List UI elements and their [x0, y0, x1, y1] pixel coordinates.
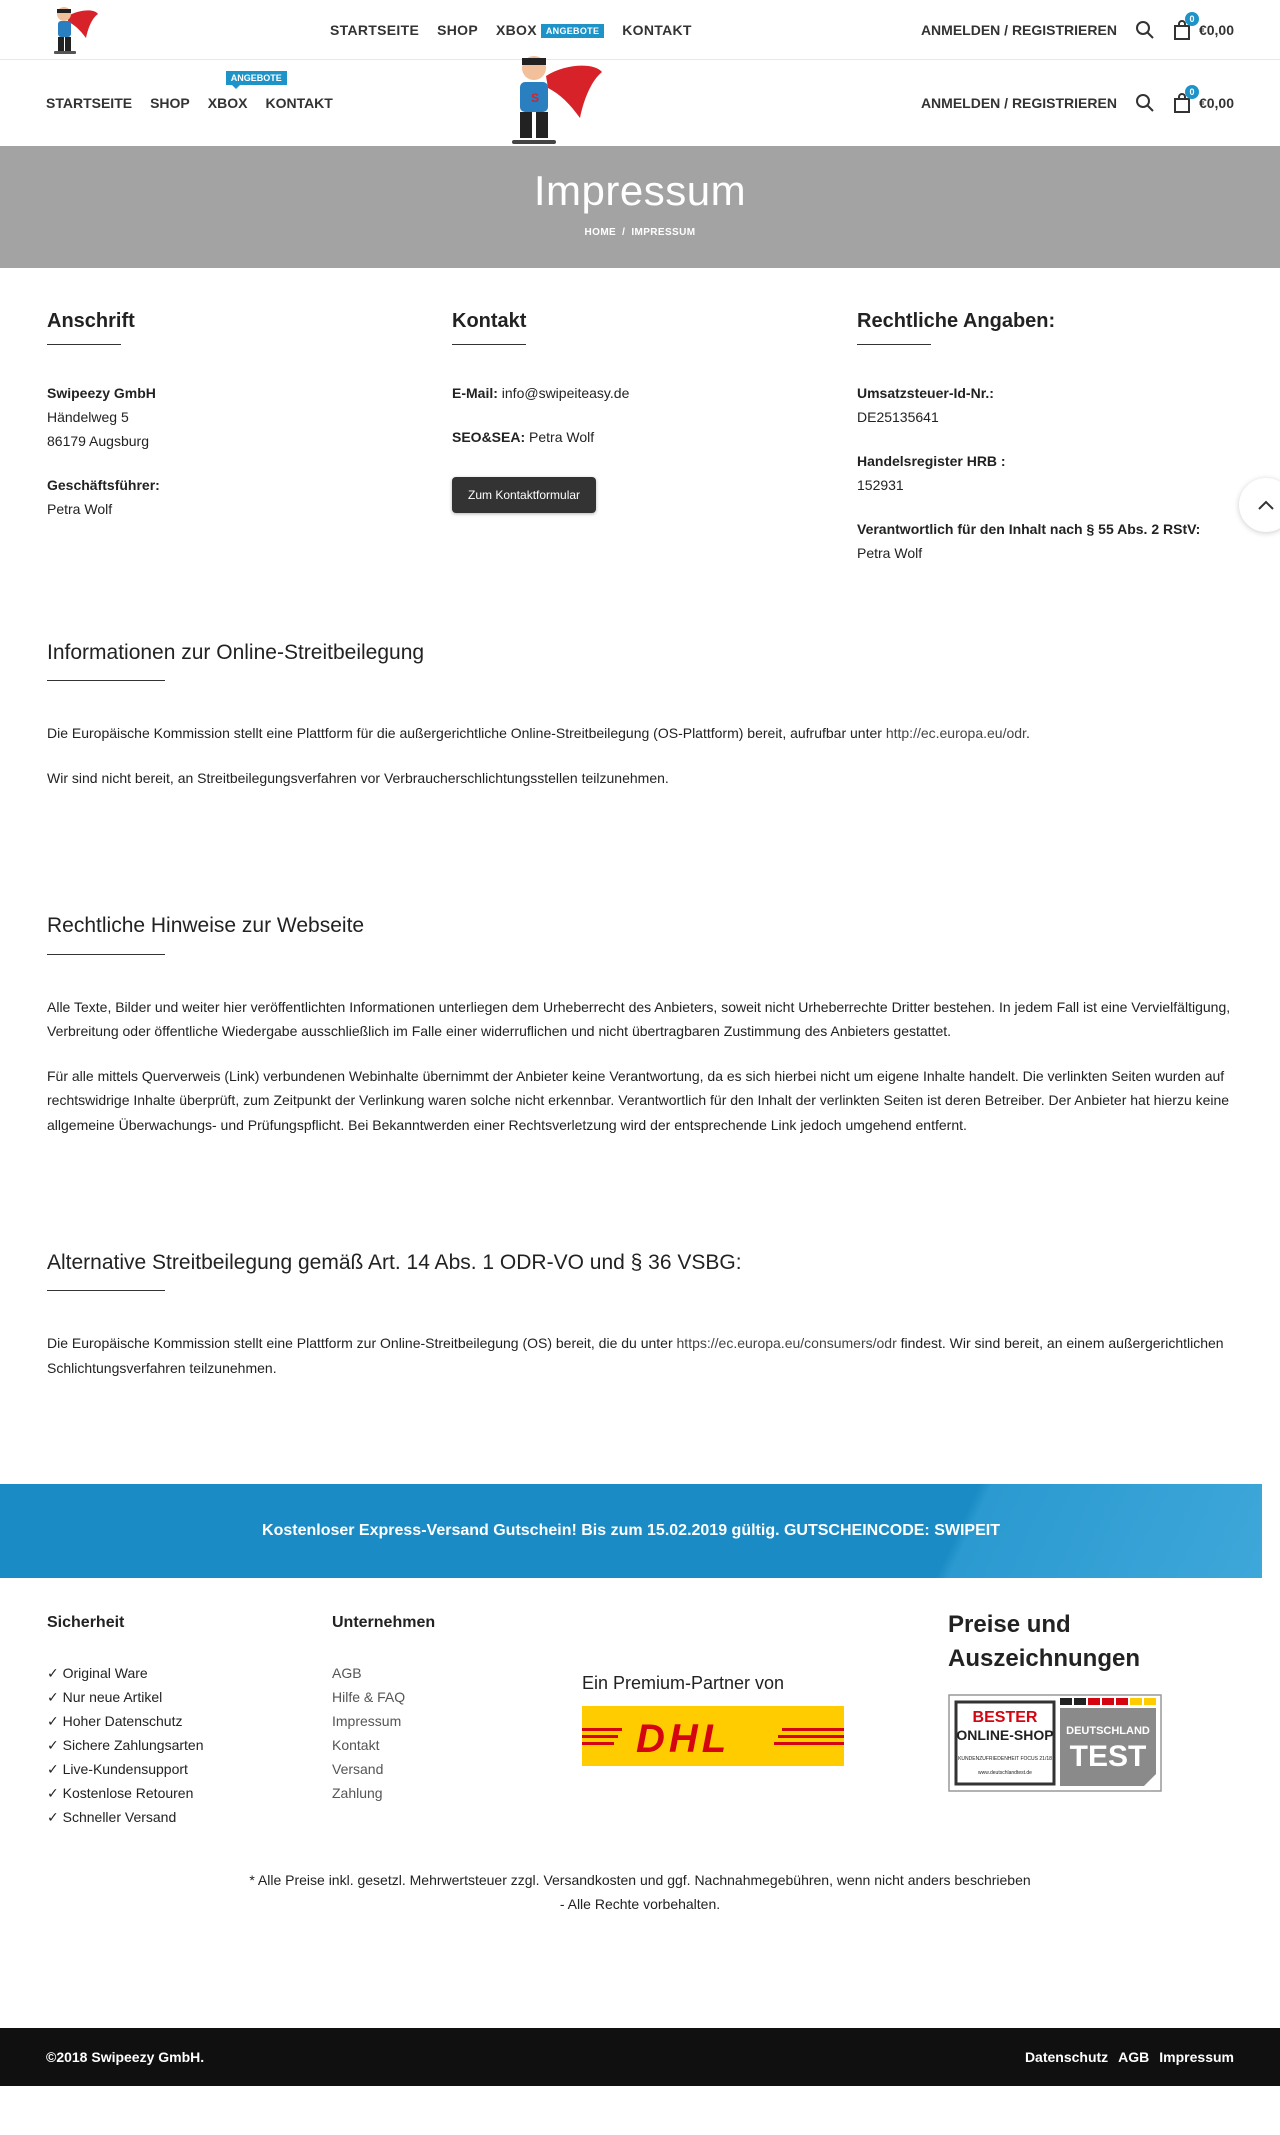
street: Händelweg 5: [47, 409, 129, 425]
sticky-nav: [330, 0, 692, 60]
rechtlich-column: [810, 308, 1215, 565]
hrb-value: 152931: [857, 477, 904, 493]
heading-underline: [47, 680, 165, 681]
sticky-tools: [921, 0, 1234, 60]
breadcrumb-current: IMPRESSUM: [631, 227, 696, 239]
kontakt-heading: Kontakt: [452, 310, 527, 332]
sicherheit-item: ✓ Live-Kundensupport: [47, 1760, 188, 1777]
bottom-link-impressum[interactable]: Impressum: [1159, 2049, 1234, 2066]
hero-logo-icon[interactable]: [46, 4, 100, 56]
dhl-logo-text: DHL: [636, 1716, 731, 1761]
ceo-name: Petra Wolf: [47, 501, 113, 517]
sicherheit-column: [47, 1612, 203, 1828]
nav-kontakt[interactable]: KONTAKT: [265, 94, 333, 111]
cart-count-badge: 0: [1185, 12, 1199, 26]
login-link[interactable]: ANMELDEN / REGISTRIEREN: [920, 21, 1117, 38]
sicherheit-heading: Sicherheit: [47, 1614, 125, 1632]
kontakt-column: [405, 308, 810, 565]
alt-section: [0, 1249, 1280, 1380]
streit-paragraph-1: Die Europäische Kommission stellt eine Plattform für die außergerichtliche Online-Streitbeilegung (OS-Plattform) bereit, aufrufbar unter http://ec.europa.eu/odr.: [47, 725, 1030, 742]
bottom-link-agb[interactable]: AGB: [1118, 2049, 1150, 2066]
bottom-bar: [0, 2028, 1280, 2086]
hinweise-paragraph-1: Alle Texte, Bilder und weiter hier veröffentlichten Informationen unterliegen dem Urheberrecht des Anbieters, soweit nicht Urheberrechte Dritter bestehen. In jedem Fall ist eine Vervielfältigung, Verbreitung oder öffentliche Wiedergabe ausschließlich im Falle einer widerruflichen und nicht übertragbaren Zustimmung des Anbieters gestattet.: [47, 998, 1231, 1040]
heading-underline: [47, 1290, 165, 1291]
streit-paragraph-2: Wir sind nicht bereit, an Streitbeilegungsverfahren vor Verbraucherschlichtungsstellen teilzunehmen.: [47, 769, 669, 786]
search-icon[interactable]: [1135, 20, 1155, 40]
awards-heading: Preise und Auszeichnungen: [948, 1611, 1141, 1673]
responsible-name: Petra Wolf: [857, 545, 923, 561]
consumers-odr-link[interactable]: https://ec.europa.eu/consumers/odr: [676, 1335, 897, 1352]
sicherheit-item: ✓ Original Ware: [47, 1664, 148, 1681]
footer: [0, 1578, 1280, 2028]
streit-heading: Informationen zur Online-Streitbeilegung: [47, 641, 425, 664]
chevron-up-icon: [1257, 499, 1275, 511]
vat-label: Umsatzsteuer-Id-Nr.:: [857, 385, 994, 401]
cart-count-badge: 0: [1185, 85, 1199, 99]
footer-link-faq[interactable]: Hilfe & FAQ: [332, 1688, 406, 1705]
sicherheit-item: ✓ Nur neue Artikel: [47, 1688, 163, 1705]
bottom-link-datenschutz[interactable]: Datenschutz: [1024, 2049, 1109, 2066]
main-content: [0, 268, 1280, 1380]
svg-text:S: S: [531, 91, 540, 105]
sicherheit-item: ✓ Schneller Versand: [47, 1808, 177, 1825]
footer-link-impressum[interactable]: Impressum: [332, 1712, 402, 1729]
footer-link-zahlung[interactable]: Zahlung: [332, 1784, 383, 1801]
nav-startseite[interactable]: STARTSEITE: [46, 94, 133, 111]
city: 86179 Augsburg: [47, 433, 149, 449]
nav-xbox[interactable]: [207, 72, 282, 116]
sea-label: SEO&SEA:: [452, 429, 526, 445]
award1-small: KUNDENZUFRIEDENHEIT FOCUS 21/18: [958, 1756, 1052, 1763]
anschrift-heading: Anschrift: [47, 310, 135, 332]
nav-xbox[interactable]: [496, 18, 604, 43]
alt-paragraph: Die Europäische Kommission stellt eine Plattform zur Online-Streitbeilegung (OS) bereit, die du unter https://ec.europa.eu/consumers/odr findest. Wir sind bereit, an einem außergerichtlichen Schlichtungsverfahren teilzunehmen.: [47, 1335, 1224, 1376]
breadcrumb: [0, 224, 1280, 242]
footer-link-agb[interactable]: AGB: [332, 1664, 362, 1681]
heading-underline: [857, 344, 931, 345]
company-name: Swipeezy GmbH: [47, 385, 156, 401]
anschrift-column: [0, 308, 405, 565]
cart-total: €0,00: [1198, 94, 1234, 111]
hinweise-paragraph-2: Für alle mittels Querverweis (Link) verbundenen Webinhalte übernimmt der Anbieter keine Verantwortung, da es sich hierbei nicht um eigene Inhalte handelt. Die verlinkten Seiten wurden auf rechtswidrige Inhalte überprüft, zum Zeitpunkt der Verlinkung waren solche nicht erkennbar. Verantwortlich für den Inhalt der verlinkten Seiten ist deren Betreiber. Der Anbieter hat hierzu keine allgemeine Überwachungs- und Prüfungspflicht. Bei Bekanntwerden einer Rechtsverletzung wird der entsprechende Link jedoch umgehend entfernt.: [47, 1067, 1230, 1133]
dhl-logo[interactable]: [582, 1706, 844, 1766]
angebote-badge: ANGEBOTE: [226, 71, 287, 85]
copyright: ©2018 Swipeezy GmbH.: [46, 2049, 205, 2066]
legal-notice: [0, 1868, 1280, 1916]
sticky-header: [0, 0, 1280, 60]
page-title-bar: [0, 146, 1280, 268]
odr-link[interactable]: http://ec.europa.eu/odr: [885, 725, 1026, 742]
sicherheit-item: ✓ Sichere Zahlungsarten: [47, 1736, 204, 1753]
heading-underline: [47, 344, 121, 345]
award2-line1: DEUTSCHLAND: [1066, 1725, 1150, 1738]
nav-xbox-label: XBOX: [495, 21, 537, 38]
page-title: Impressum: [533, 167, 747, 214]
main-tools: [921, 60, 1234, 146]
angebote-badge: ANGEBOTE: [541, 24, 604, 38]
dhl-partner: [582, 1668, 844, 1773]
scroll-to-top-button[interactable]: [1239, 478, 1280, 532]
hinweise-heading: Rechtliche Hinweise zur Webseite: [47, 914, 365, 938]
login-link[interactable]: ANMELDEN / REGISTRIEREN: [920, 94, 1117, 111]
bottom-links: [1025, 2045, 1234, 2070]
legal-line-2: - Alle Rechte vorbehalten.: [559, 1896, 721, 1913]
nav-shop[interactable]: SHOP: [437, 21, 478, 38]
responsible-label: Verantwortlich für den Inhalt nach § 55 Abs. 2 RStV:: [857, 521, 1201, 537]
award1-line1: BESTER: [972, 1709, 1038, 1727]
streit-section: [0, 639, 1280, 790]
cart-button[interactable]: [1173, 13, 1234, 43]
email-label: E-Mail:: [452, 385, 498, 401]
main-header: [0, 60, 1280, 146]
breadcrumb-home[interactable]: HOME: [584, 227, 617, 239]
nav-startseite[interactable]: STARTSEITE: [330, 21, 420, 38]
cart-total: €0,00: [1198, 21, 1234, 38]
hero-logo-icon[interactable]: [498, 54, 602, 146]
award2-line2: TEST: [1069, 1740, 1147, 1774]
legal-line-1: * Alle Preise inkl. gesetzl. Mehrwertsteuer zzgl. Versandkosten und ggf. Nachnahmegebühren, wenn nicht anders beschrieben: [249, 1872, 1031, 1889]
vat-value: DE25135641: [857, 409, 939, 425]
sea-name: Petra Wolf: [529, 429, 595, 445]
unternehmen-column: [332, 1612, 435, 1804]
footer-link-kontakt[interactable]: Kontakt: [332, 1736, 380, 1753]
sicherheit-item: ✓ Hoher Datenschutz: [47, 1712, 183, 1729]
unternehmen-heading: Unternehmen: [332, 1614, 436, 1632]
voucher-text: Kostenloser Express-Versand Gutschein! Bis zum 15.02.2019 gültig. GUTSCHEINCODE: SWIPEIT: [262, 1522, 1000, 1540]
main-nav: [46, 60, 333, 146]
ceo-label: Geschäftsführer:: [47, 477, 160, 493]
breadcrumb-separator: /: [622, 227, 626, 239]
award-badges[interactable]: [948, 1694, 1162, 1794]
nav-kontakt[interactable]: KONTAKT: [622, 21, 692, 38]
search-icon[interactable]: [1135, 93, 1155, 113]
footer-link-versand[interactable]: Versand: [332, 1760, 384, 1777]
hrb-label: Handelsregister HRB :: [857, 453, 1006, 469]
contact-form-button[interactable]: Zum Kontaktformular: [452, 477, 596, 513]
alt-heading: Alternative Streitbeilegung gemäß Art. 14 Abs. 1 ODR-VO und § 36 VSBG:: [47, 1251, 742, 1275]
partner-caption: Ein Premium-Partner von: [582, 1673, 785, 1694]
award1-url: www.deutschlandtest.de: [978, 1770, 1032, 1777]
nav-xbox-label: XBOX: [207, 94, 248, 111]
heading-underline: [47, 954, 165, 955]
sicherheit-item: ✓ Kostenlose Retouren: [47, 1784, 194, 1801]
heading-underline: [452, 344, 526, 345]
rechtlich-heading: Rechtliche Angaben:: [857, 310, 1056, 332]
award1-line2: ONLINE-SHOP: [956, 1727, 1054, 1744]
voucher-banner[interactable]: [0, 1484, 1262, 1578]
info-columns: [0, 308, 1280, 565]
email-link[interactable]: info@swipeiteasy.de: [501, 385, 630, 401]
nav-shop[interactable]: SHOP: [150, 94, 190, 111]
hinweise-section: [0, 912, 1280, 1137]
cart-button[interactable]: [1173, 86, 1234, 116]
